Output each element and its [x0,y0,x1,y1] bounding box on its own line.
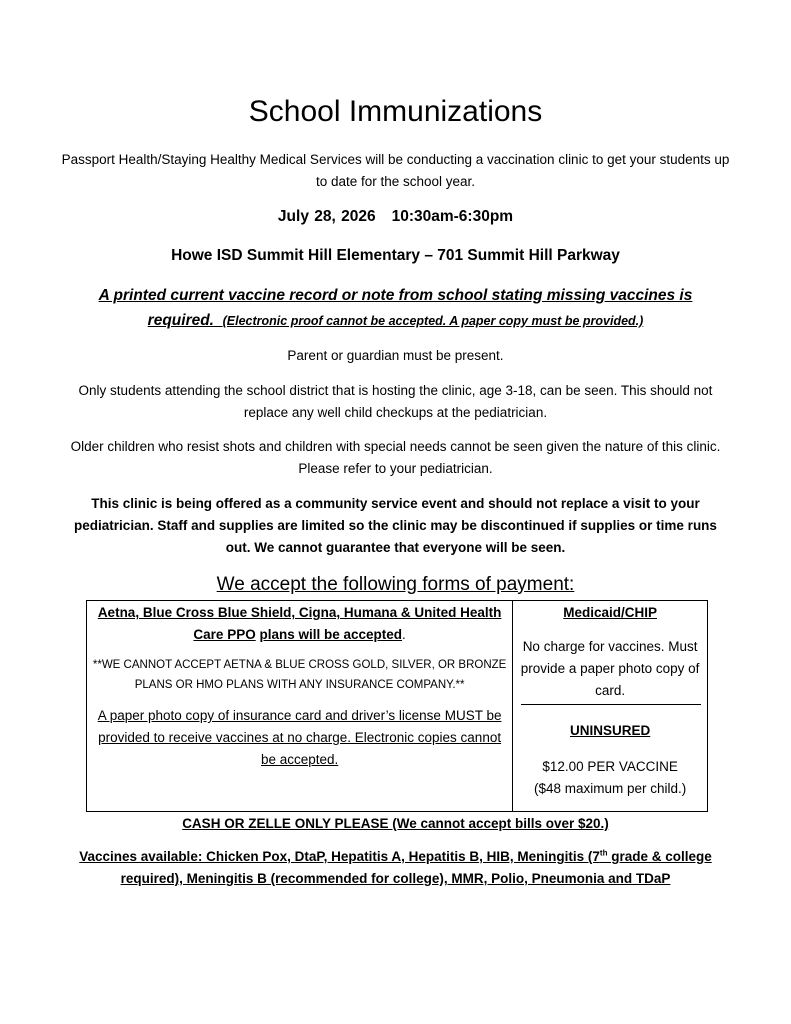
guardian-paragraph: Parent or guardian must be present. [287,348,504,363]
disclaimer-paragraph: This clinic is being offered as a community service event and should not replace a visit to your pediatrician. Staff and supplies are limited so the clinic may be discontinued if supplies or time runs out. We cannot guarantee that everyone will be seen. [74,496,717,555]
vaccines-sup: th [599,848,608,858]
requirement-note: (Electronic proof cannot be accepted. A paper copy must be provided.) [222,314,644,328]
payment-heading: We accept the following forms of payment: [216,574,575,595]
requirement-notice [60,283,731,334]
vaccines-lead: Vaccines available: Chicken Pox, DtaP, Hepatitis A, Hepatitis B, HIB, Meningitis (7 [79,849,600,864]
vaccines-available [60,846,731,890]
uninsured-price [513,756,707,800]
event-time: 10:30am-6:30pm [391,208,514,225]
insurance-period: . [402,627,406,642]
insurance-proof: A paper photo copy of insurance card and driver’s license MUST be provided to receive vaccines at no charge. Electronic copies cannot be accepted. [97,708,502,767]
insurance-heading [87,602,512,646]
uninsured-price-per-vaccine: $12.00 PER VACCINE [542,759,678,774]
cell-divider [521,704,701,705]
insurance-accepted: plans will be accepted [259,627,403,642]
eligibility-paragraph: Only students attending the school district that is hosting the clinic, age 3-18, can be seen. This should not replace any well child checkups at the pediatrician. [78,383,713,420]
payment-table [86,600,708,812]
event-date: July 28, 2026 [277,208,376,225]
page-title: School Immunizations [248,95,543,128]
requirement-main: A printed current vaccine record or note from school stating missing vaccines is required. [98,287,693,329]
insurance-cell [87,601,513,812]
medicaid-uninsured-cell [513,601,708,812]
special-needs-paragraph: Older children who resist shots and children with special needs cannot be seen given the nature of this clinic. Please refer to your pediatrician. [70,439,721,476]
event-date-time [60,206,731,228]
insurance-carriers: Aetna, Blue Cross Blue Shield, Cigna, Humana & United Health Care PPO [97,605,502,642]
uninsured-heading: UNINSURED [569,723,651,738]
event-location: Howe ISD Summit Hill Elementary – 701 Summit Hill Parkway [171,247,620,264]
medicaid-body: No charge for vaccines. Must provide a paper photo copy of card. [520,639,700,698]
intro-paragraph: Passport Health/Staying Healthy Medical Services will be conducting a vaccination clinic to get your students up to date for the school year. [61,152,730,189]
uninsured-max: ($48 maximum per child.) [533,781,687,796]
insurance-exclusions: **WE CANNOT ACCEPT AETNA & BLUE CROSS GOLD, SILVER, OR BRONZE PLANS OR HMO PLANS WITH ANY INSURANCE COMPANY.** [92,659,507,691]
vaccines-rest: grade & college required), Meningitis B (recommended for college), MMR, Polio, Pneumonia and TDaP [120,849,712,886]
medicaid-heading: Medicaid/CHIP [563,605,657,620]
cash-note: CASH OR ZELLE ONLY PLEASE (We cannot accept bills over $20.) [182,816,609,831]
